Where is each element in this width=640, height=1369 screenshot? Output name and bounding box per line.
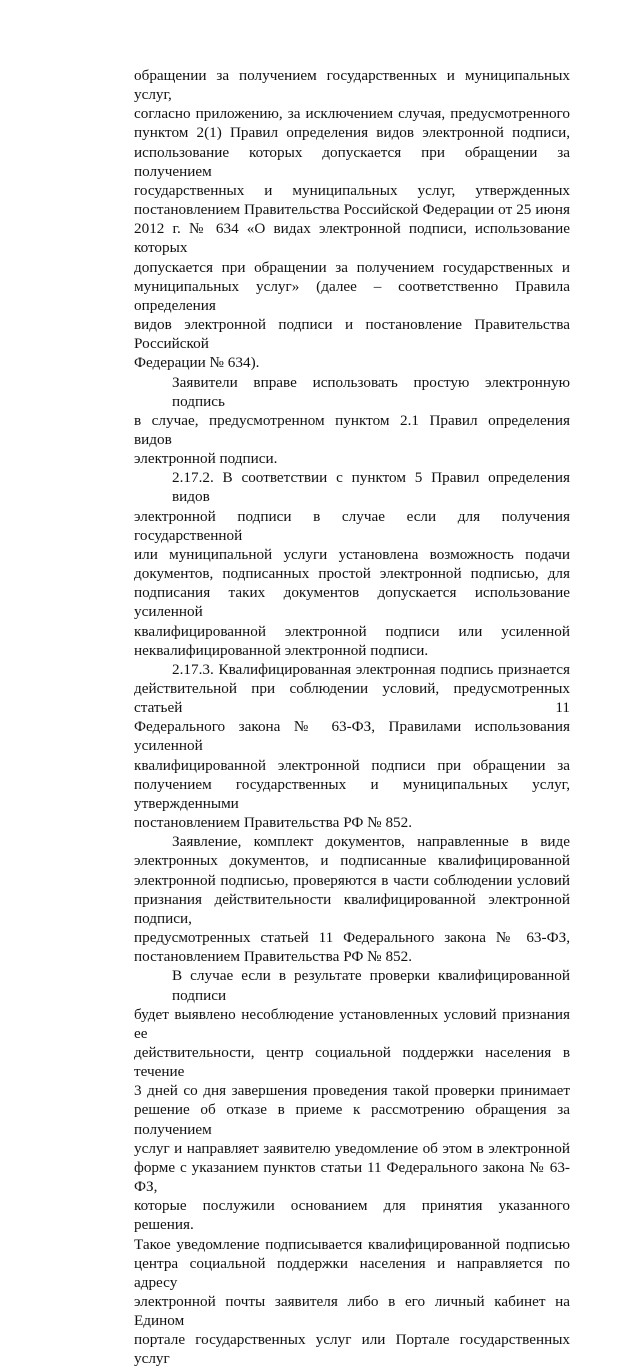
text-line: использование которых допускается при обращении за получением: [134, 143, 570, 180]
text-line: 2.17.3. Квалифицированная электронная подпись признается: [172, 660, 570, 678]
text-line: услуг и направляет заявителю уведомление об этом в электронной: [134, 1139, 570, 1157]
text-line: Заявители вправе использовать простую электронную подпись: [172, 373, 570, 410]
paragraph: [134, 660, 570, 832]
text-line: согласно приложению, за исключением случая, предусмотренного: [134, 105, 570, 123]
text-line: видов электронной подписи и постановление Правительства Российской: [134, 316, 570, 353]
text-line: постановлением Правительства РФ № 852.: [134, 948, 413, 966]
text-line: подписания таких документов допускается использование усиленной: [134, 584, 570, 621]
text-line: обращении за получением государственных и муниципальных услуг,: [134, 67, 570, 104]
paragraph: [134, 66, 570, 373]
text-line: 2.17.2. В соответствии с пунктом 5 Правил определения видов: [172, 469, 570, 506]
text-line: получением государственных и муниципальных услуг, утвержденными: [134, 775, 570, 812]
text-line: действительности, центр социальной поддержки населения в течение: [134, 1043, 570, 1081]
text-line: В случае если в результате проверки квалифицированной подписи: [172, 967, 570, 1004]
text-line: пунктом 2(1) Правил определения видов электронной подписи,: [134, 124, 570, 142]
text-line: государственных и муниципальных услуг, утвержденных: [134, 181, 570, 199]
text-line: или муниципальной услуги установлена возможность подачи: [134, 545, 570, 563]
text-line: 2012 г. № 634 «О видах электронной подписи, использование которых: [134, 220, 570, 257]
text-line: Такое уведомление подписывается квалифицированной подписью: [134, 1235, 570, 1253]
text-line: Заявление, комплект документов, направленные в виде: [172, 833, 570, 851]
text-line: квалифицированной электронной подписи при обращении за: [134, 756, 570, 774]
text-line: неквалифицированной электронной подписи.: [134, 641, 429, 659]
text-line: 3 дней со дня завершения проведения такой проверки принимает: [134, 1082, 570, 1100]
text-line: допускается при обращении за получением государственных и: [134, 258, 570, 276]
text-line: действительной при соблюдении условий, предусмотренных статьей 11: [134, 680, 570, 717]
text-line: Федерации № 634).: [134, 354, 260, 372]
text-line: которые послужили основанием для принятия указанного решения.: [134, 1197, 570, 1234]
text-line: электронной подписи в случае если для получения государственной: [134, 507, 570, 544]
text-line: электронной подписи.: [134, 450, 278, 468]
text-line: Федерального закона № 63-ФЗ, Правилами использования усиленной: [134, 718, 570, 755]
text-line: будет выявлено несоблюдение установленных условий признания ее: [134, 1005, 570, 1042]
paragraph: [134, 832, 570, 966]
text-line: электронной подписью, проверяются в части соблюдении условий: [134, 871, 570, 889]
text-line: предусмотренных статьей 11 Федерального закона № 63-ФЗ,: [134, 929, 570, 947]
paragraph: [134, 966, 570, 1368]
text-line: квалифицированной электронной подписи или усиленной: [134, 622, 570, 640]
text-line: электронных документов, и подписанные квалифицированной: [134, 852, 570, 870]
paragraph: [134, 373, 570, 469]
text-line: постановлением Правительства РФ № 852.: [134, 814, 413, 832]
text-line: центра социальной поддержки населения и направляется по адресу: [134, 1254, 570, 1291]
text-line: постановлением Правительства Российской Федерации от 25 июня: [134, 201, 570, 219]
text-line: муниципальных услуг» (далее – соответственно Правила определения: [134, 277, 570, 314]
text-line: признания действительности квалифицированной электронной подписи,: [134, 890, 570, 927]
text-line: документов, подписанных простой электронной подписью, для: [134, 565, 570, 583]
text-line: решение об отказе в приеме к рассмотрению обращения за получением: [134, 1101, 570, 1138]
paragraph: [134, 468, 570, 660]
text-line: электронной почты заявителя либо в его личный кабинет на Едином: [134, 1293, 570, 1330]
document-body: [134, 66, 570, 1369]
text-line: форме с указанием пунктов статьи 11 Федерального закона № 63-ФЗ,: [134, 1158, 570, 1196]
text-line: портале государственных услуг или Портале государственных услуг: [134, 1331, 570, 1368]
text-line: в случае, предусмотренном пунктом 2.1 Правил определения видов: [134, 411, 570, 448]
